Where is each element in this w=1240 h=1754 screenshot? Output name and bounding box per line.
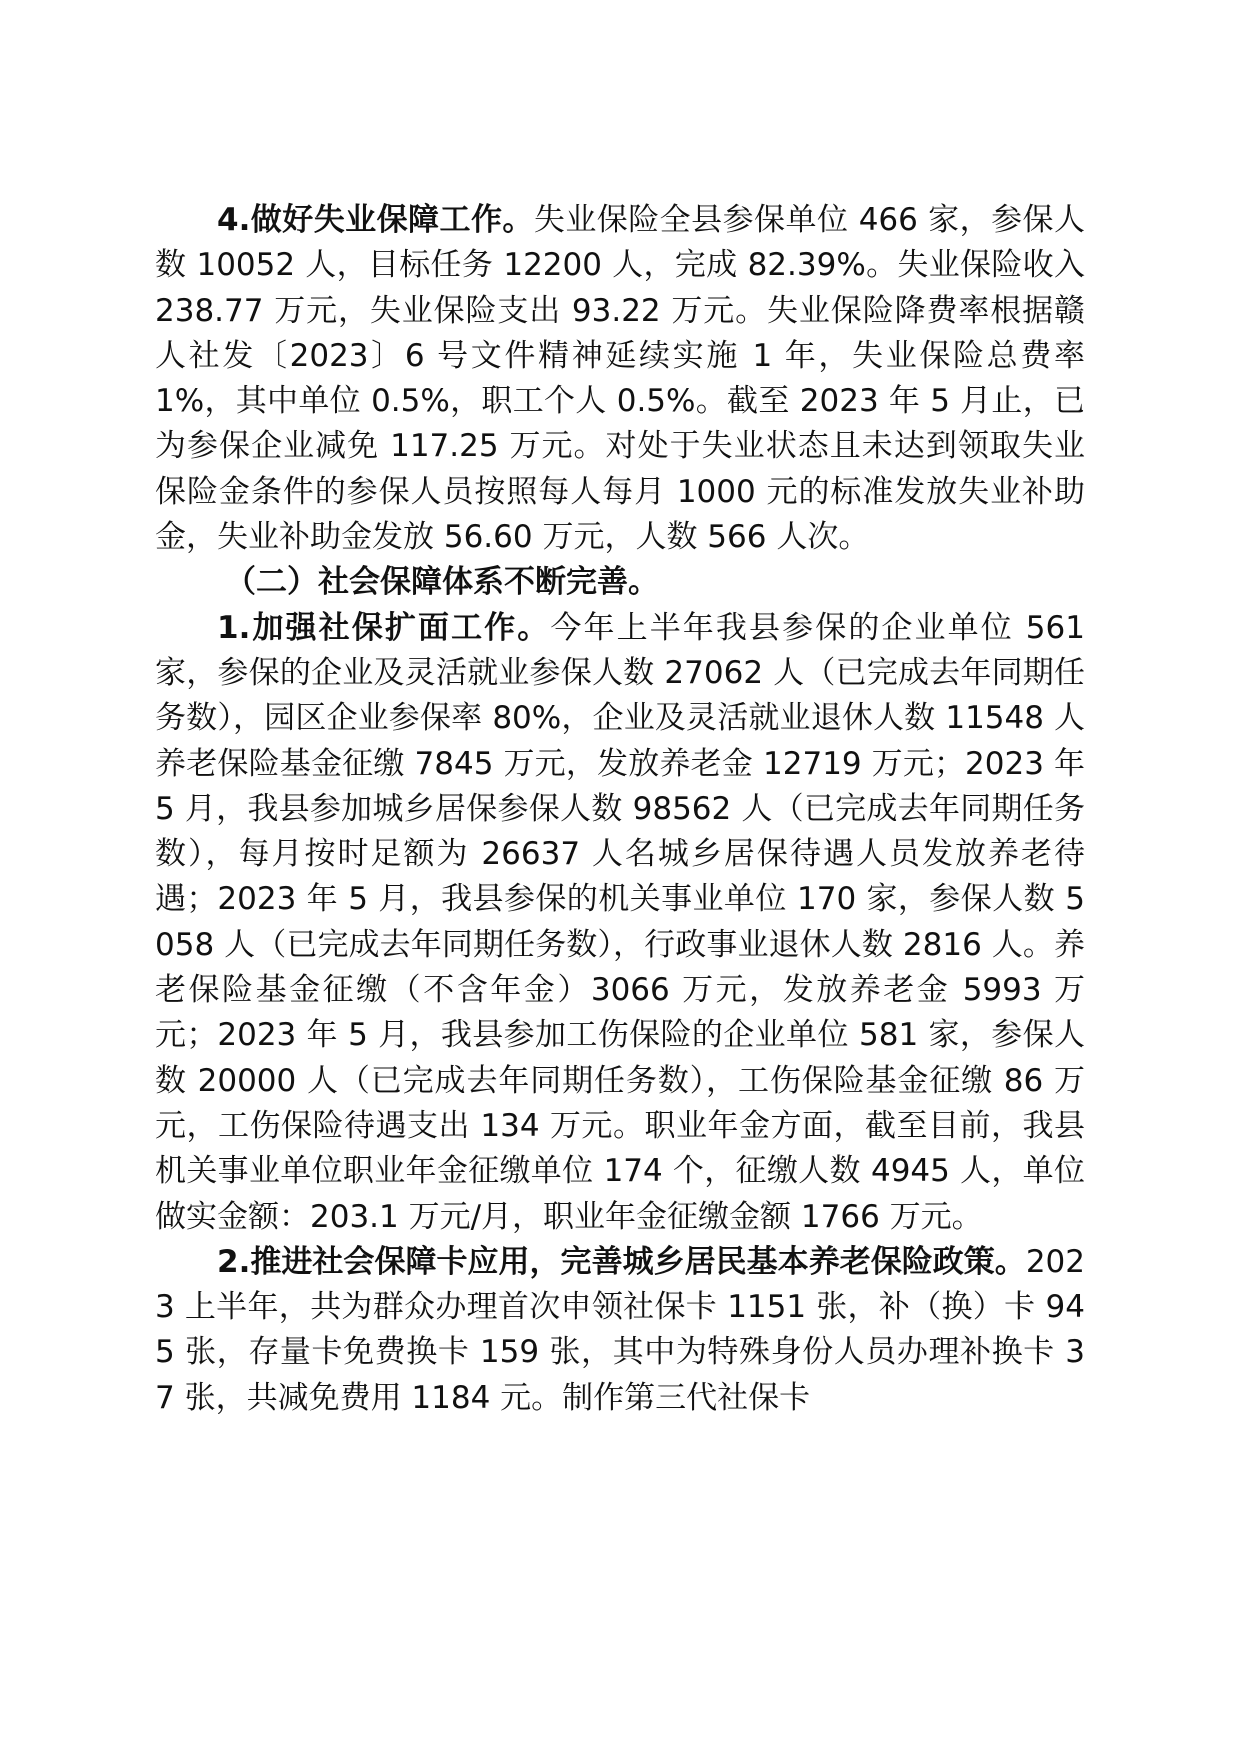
paragraph-social-insurance-expansion <box>155 606 1085 1240</box>
paragraph-lead-heading: 1.加强社保扩面工作。 <box>217 609 551 646</box>
paragraph-text: 今年上半年我县参保的企业单位 561 家，参保的企业及灵活就业参保人数 27062 人（已完成去年同期任务数），园区企业参保率 80%，企业及灵活就业退休人数 11548 人养老保险基金征缴 7845 万元，发放养老金 12719 万元；2023 年 5 月，我县参加城乡居保参保人数 98562 人（已完成去年同期任务数），每月按时足额为 26637 人名城乡居保待遇人员发放养老待遇；2023 年 5 月，我县参保的机关事业单位 170 家，参保人数 5058 人（已完成去年同期任务数），行政事业退休人数 2816 人。养老保险基金征缴（不含年金）3066 万元，发放养老金 5993 万元；2023 年 5 月，我县参加工伤保险的企业单位 581 家，参保人数 20000 人（已完成去年同期任务数），工伤保险基金征缴 86 万元，工伤保险待遇支出 134 万元。职业年金方面，截至目前，我县机关事业单位职业年金征缴单位 174 个，征缴人数 4945 人，单位做实金额：203.1 万元/月，职业年金征缴金额 1766 万元。 <box>155 609 1085 1235</box>
paragraph-lead-heading: 4.做好失业保障工作。 <box>217 202 534 238</box>
paragraph-text: 2023 上半年，共为群众办理首次申领社保卡 1151 张，补（换）卡 945 张，存量卡免费换卡 159 张，其中为特殊身份人员办理补换卡 37 张，共减免费用 1184 元。制作第三代社保卡 <box>155 1243 1085 1416</box>
paragraph-social-security-card <box>155 1240 1085 1421</box>
paragraph-text: 失业保险全县参保单位 466 家，参保人数 10052 人，目标任务 12200 人，完成 82.39%。失业保险收入 238.77 万元，失业保险支出 93.22 万元。失业保险降费率根据赣人社发〔2023〕6 号文件精神延续实施 1 年，失业保险总费率 1%，其中单位 0.5%，职工个人 0.5%。截至 2023 年 5 月止，已为参保企业减免 117.25 万元。对处于失业状态且未达到领取失业保险金条件的参保人员按照每人每月 1000 元的标准发放失业补助金，失业补助金发放 56.60 万元，人数 566 人次。 <box>155 202 1085 556</box>
document-body <box>155 198 1085 1421</box>
paragraph-unemployment-insurance <box>155 198 1085 560</box>
paragraph-lead-heading: 2.推进社会保障卡应用，完善城乡居民基本养老保险政策。 <box>217 1243 1026 1280</box>
section-heading: （二）社会保障体系不断完善。 <box>225 564 659 601</box>
